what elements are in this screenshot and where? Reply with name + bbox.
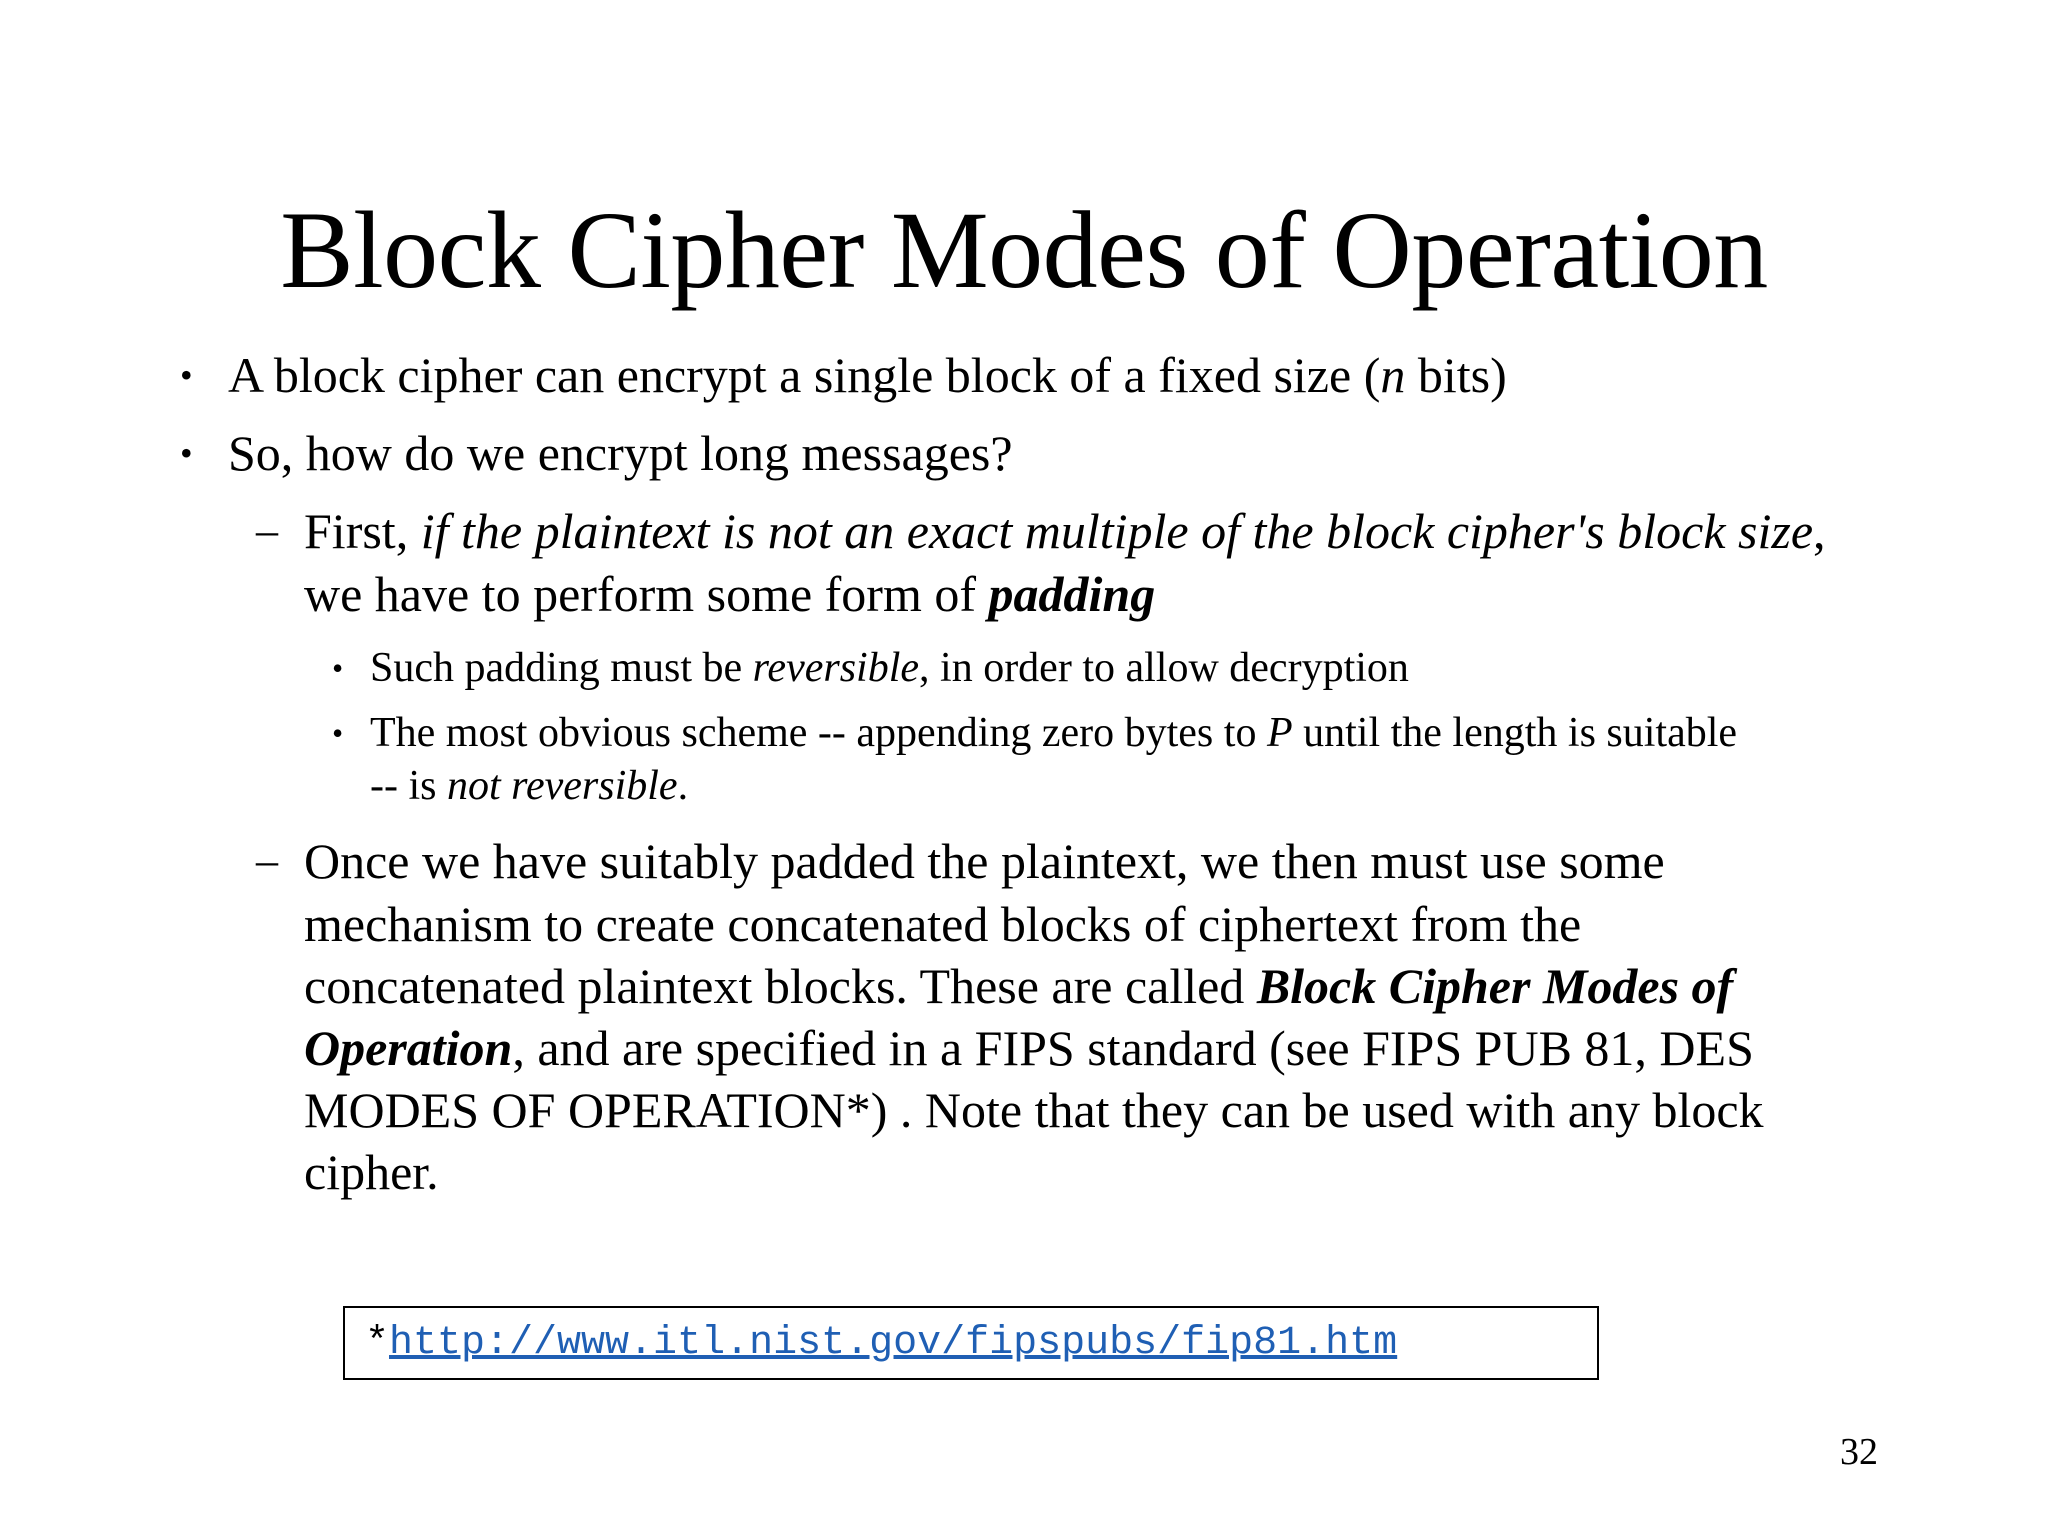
text-run: First, (304, 503, 421, 559)
text-run: we have to perform some form of (304, 566, 989, 622)
bullet-text-line (304, 500, 1826, 562)
italic-text: not reversible (447, 763, 678, 809)
text-run: The most obvious scheme -- appending zero bytes to (370, 710, 1267, 756)
bullet-text-line (304, 955, 1733, 1017)
reference-text (365, 1318, 1397, 1370)
emphasis-text: Block Cipher Modes of (1256, 958, 1734, 1014)
bullet-text-line (370, 758, 688, 814)
dash-marker: – (256, 506, 278, 555)
bullet-text-line (370, 705, 1737, 761)
italic-text: n (1380, 347, 1406, 403)
bullet-text-line (304, 830, 1665, 892)
slide-title: Block Cipher Modes of Operation (280, 189, 1768, 311)
bullet-text-line (304, 563, 1155, 625)
text-run: , (1813, 503, 1826, 559)
bullet-text-line (370, 640, 1409, 696)
bullet-text-line (228, 344, 1507, 406)
text-run: . (677, 763, 689, 809)
bullet-text-line (304, 1017, 1754, 1079)
reference-box (343, 1306, 1599, 1380)
text-run: , in order to allow decryption (919, 645, 1409, 691)
text-run: Once we have suitably padded the plaintext, we then must use some (304, 833, 1665, 889)
bullet-marker: • (332, 650, 344, 686)
page-number: 32 (1840, 1431, 1878, 1473)
dash-marker: – (256, 836, 278, 885)
italic-text: P (1266, 710, 1293, 756)
text-run: concatenated plaintext blocks. These are called (304, 958, 1257, 1014)
bullet-marker: • (180, 433, 193, 473)
emphasis-text: padding (988, 566, 1156, 622)
text-run: mechanism to create concatenated blocks of ciphertext from the (304, 896, 1582, 952)
text-run: MODES OF OPERATION*) . Note that they can be used with any block (304, 1082, 1764, 1138)
italic-text: reversible (752, 645, 920, 691)
bullet-text-line (304, 1079, 1764, 1141)
emphasis-text: Operation (304, 1020, 513, 1076)
text-run: -- is (370, 763, 447, 809)
bullet-text-line (304, 1141, 439, 1203)
text-run: bits) (1405, 347, 1507, 403)
text-run: A block cipher can encrypt a single block of a fixed size ( (228, 347, 1381, 403)
bullet-marker: • (180, 355, 193, 395)
bullet-text-line (228, 422, 1013, 484)
text-run: cipher. (304, 1144, 439, 1200)
bullet-marker: • (332, 715, 344, 751)
text-run: So, how do we encrypt long messages? (228, 425, 1013, 481)
text-run: , and are specified in a FIPS standard (see FIPS PUB 81, DES (512, 1020, 1754, 1076)
text-run: until the length is suitable (1292, 710, 1738, 756)
bullet-text-line (304, 893, 1581, 955)
italic-text: if the plaintext is not an exact multiple of the block cipher's block size (420, 503, 1814, 559)
reference-asterisk: * (365, 1321, 390, 1366)
reference-link[interactable]: http://www.itl.nist.gov/fipspubs/fip81.htm (389, 1321, 1398, 1366)
text-run: Such padding must be (370, 645, 753, 691)
